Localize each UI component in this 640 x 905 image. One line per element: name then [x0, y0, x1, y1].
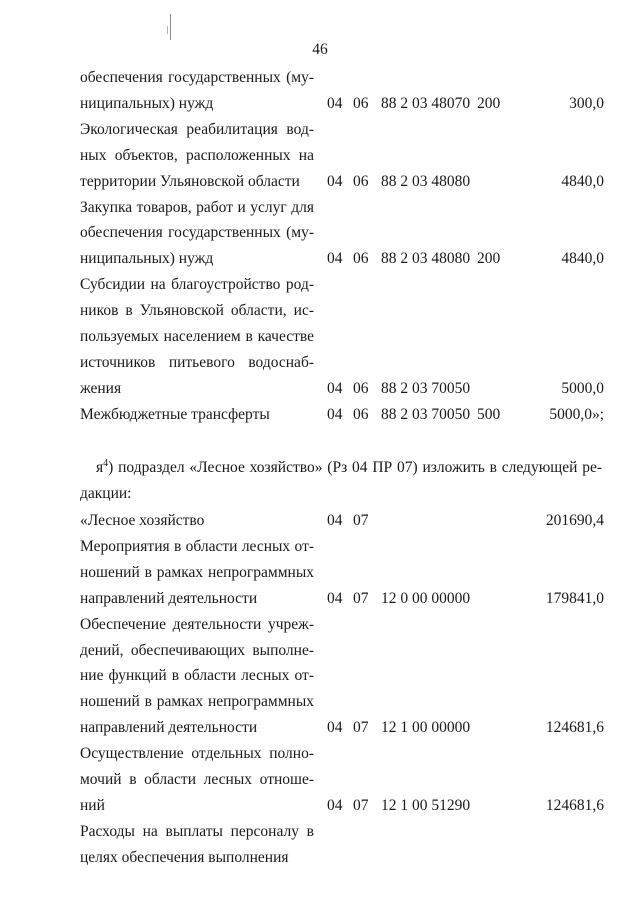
- expense-type-code: 200: [477, 94, 501, 112]
- amount: 201690,4: [545, 512, 604, 529]
- section-code: 04: [327, 589, 343, 607]
- row-description-line: Расходы на выплаты персоналу в: [80, 822, 314, 840]
- row-description-line: источников питьевого водоснаб-: [80, 353, 314, 371]
- section-code: 04: [327, 94, 343, 112]
- subsection-code: 06: [353, 379, 369, 397]
- page-number: 46: [312, 41, 328, 58]
- row-description-line: обеспечения государственных (му-: [80, 224, 314, 242]
- row-description-line: «Лесное хозяйство: [80, 512, 205, 529]
- subsection-code: 06: [353, 250, 369, 268]
- target-article-code: 88 2 03 48080: [381, 172, 471, 190]
- target-article-code: 12 1 00 00000: [381, 719, 471, 737]
- row-description-line: Закупка товаров, работ и услуг для: [80, 198, 314, 216]
- row-description-line: Межбюджетные трансферты: [80, 405, 270, 423]
- target-article-code: 88 2 03 70050: [381, 405, 471, 423]
- row-description-line: целях обеспечения выполнения: [80, 848, 289, 866]
- section-code: 04: [327, 405, 343, 423]
- amount: 124681,6: [545, 719, 604, 737]
- section-code: 04: [327, 796, 343, 814]
- row-description-line: ниципальных) нужд: [80, 250, 214, 268]
- row-description-line: ниципальных) нужд: [80, 94, 214, 112]
- row-description-line: Осуществление отдельных полно-: [80, 745, 314, 763]
- row-description-line: жения: [80, 379, 122, 397]
- row-description-line: Экологическая реабилитация вод-: [80, 120, 314, 138]
- target-article-code: 88 2 03 70050: [381, 379, 471, 397]
- row-description-line: ников в Ульяновской области, ис-: [80, 302, 314, 320]
- paragraph-line-1: [96, 458, 602, 478]
- row-description-line: Субсидии на благоустройство род-: [80, 276, 314, 294]
- amount: 5000,0: [561, 379, 604, 397]
- row-description-line: Обеспечение деятельности учреж-: [80, 615, 314, 633]
- amount: 300,0: [569, 94, 604, 112]
- row-description-line: ний: [80, 796, 105, 814]
- row-description-line: ных объектов, расположенных на: [80, 146, 314, 164]
- row-description-line: дений, обеспечивающих выполне-: [80, 641, 314, 659]
- paragraph-line-2: дакции:: [80, 485, 132, 502]
- amount: 4840,0: [561, 172, 604, 190]
- paragraph-superscript: 4: [103, 457, 109, 469]
- target-article-code: 12 0 00 00000: [381, 589, 471, 607]
- row-description-line: пользуемых населением в качестве: [80, 328, 314, 345]
- paragraph-prefix: я: [96, 459, 104, 476]
- subsection-code: 07: [353, 719, 369, 737]
- section-code: 04: [327, 379, 343, 397]
- section-code: 04: [327, 250, 343, 268]
- row-description-line: направлений деятельности: [80, 589, 258, 607]
- section-code: 04: [327, 172, 343, 190]
- section-code: 04: [327, 512, 343, 529]
- subsection-code: 07: [353, 512, 369, 529]
- scan-artifact-mark: [170, 14, 171, 40]
- amount: 179841,0: [545, 589, 604, 607]
- row-description-line: направлений деятельности: [80, 719, 258, 737]
- amount: 5000,0»;: [549, 405, 604, 423]
- scan-artifact-mark: [167, 26, 168, 34]
- subsection-code: 06: [353, 172, 369, 190]
- target-article-code: 12 1 00 51290: [381, 796, 471, 814]
- row-description-line: ношений в рамках непрограммных: [80, 693, 314, 711]
- section-code: 04: [327, 719, 343, 737]
- subsection-code: 07: [353, 796, 369, 814]
- row-description-line: мочий в области лесных отноше-: [80, 771, 314, 788]
- subsection-code: 06: [353, 405, 369, 423]
- expense-type-code: 500: [477, 405, 501, 423]
- amount: 4840,0: [561, 250, 604, 268]
- subsection-code: 06: [353, 94, 369, 112]
- subsection-code: 07: [353, 589, 369, 607]
- row-description-line: территории Ульяновской области: [80, 172, 300, 190]
- expense-type-code: 200: [477, 250, 501, 268]
- row-description-line: ношений в рамках непрограммных: [80, 563, 314, 581]
- target-article-code: 88 2 03 48070: [381, 94, 471, 112]
- row-description-line: обеспечения государственных (му-: [80, 69, 314, 86]
- target-article-code: 88 2 03 48080: [381, 250, 471, 268]
- paragraph-text: ) подраздел «Лесное хозяйство» (Рз 04 ПР 07) изложить в следующей ре-: [108, 459, 602, 476]
- amount: 124681,6: [545, 796, 604, 814]
- row-description-line: ние функций в области лесных от-: [80, 667, 314, 685]
- row-description-line: Мероприятия в области лесных от-: [80, 537, 314, 555]
